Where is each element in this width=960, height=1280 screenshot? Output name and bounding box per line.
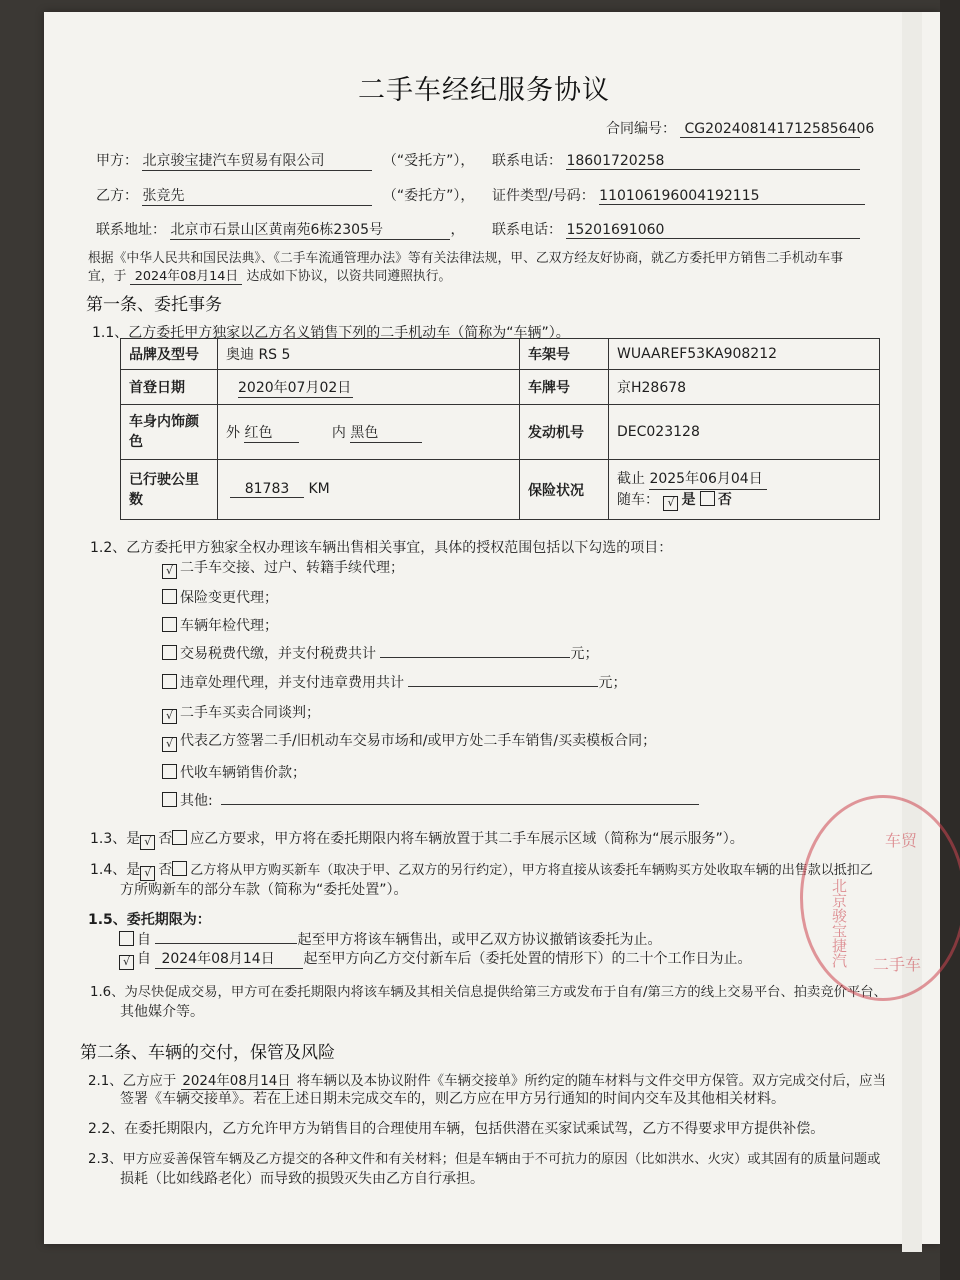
clause-2-3-line-2: 损耗（比如线路老化）而导致的损毁灭失由乙方自行承担。 (120, 1171, 484, 1187)
term-option-1-checkbox[interactable] (119, 931, 134, 946)
preamble-line-2 (88, 265, 451, 285)
term-option-1 (119, 929, 661, 949)
contract-number-row (606, 118, 875, 138)
option-row (162, 615, 278, 635)
document-title: 二手车经纪服务协议 (358, 75, 610, 106)
delivery-date: 2024年08月14日 (181, 1070, 293, 1090)
clause-2-1 (88, 1070, 886, 1090)
option-row (162, 762, 306, 782)
address-separator: ， (450, 222, 465, 238)
term-option-1-text: 起至甲方将该车辆售出，或甲乙双方协议撤销该委托为止。 (297, 932, 662, 948)
option-label: 交易税费代缴，并支付税费共计 (180, 646, 376, 662)
clause-1-4-no-label: 否 (158, 862, 173, 878)
color-cell (218, 405, 520, 460)
party-b-id-row (492, 185, 865, 205)
option-row (162, 672, 626, 692)
background-shadow (940, 0, 960, 1280)
clause-2-1-line-2: 签署《车辆交接单》。若在上述日期未完成交车的，则乙方应在甲方另行通知的时间内交车及其他相关材料。 (120, 1091, 785, 1107)
option-checkbox[interactable] (162, 764, 177, 779)
option-label: 代表乙方签署二手/旧机动车交易市场和/或甲方处二手车销售/买卖模板合同； (180, 733, 657, 749)
mileage-value: 81783 (230, 481, 304, 498)
option-row (162, 557, 404, 579)
clause-1-3-text: 应乙方要求，甲方将在委托期限内将车辆放置于其二手车展示区域（简称为“展示服务”）。 (190, 831, 744, 847)
seal-text-left: 北京骏宝捷汽 (830, 878, 848, 968)
engine-value: DEC023128 (609, 405, 880, 460)
option-label: 违章处理代理，并支付违章费用共计 (180, 675, 404, 691)
option-row (162, 587, 278, 607)
clause-1-4-no-checkbox[interactable] (172, 861, 187, 876)
option-row (162, 643, 598, 663)
contract-number-label: 合同编号： (606, 121, 676, 137)
option-checkbox[interactable] (162, 645, 177, 660)
party-a-role: （“受托方”）， (382, 153, 475, 169)
option-checkbox[interactable] (162, 674, 177, 689)
clause-2-1-text: 将车辆以及本协议附件《车辆交接单》所约定的随车材料与文件交甲方保管。双方完成交付后，应当 (296, 1074, 886, 1089)
insurance-date: 2025年06月04日 (649, 469, 767, 490)
party-b-phone-label: 联系电话： (492, 222, 562, 238)
party-b-role: （“委托方”）， (382, 188, 475, 204)
clause-1-6-line-1: 1.6、为尽快促成交易，甲方可在委托期限内将该车辆及其相关信息提供给第三方或发布于自有/第三方的线上交易平台、拍卖竞价平台、 (90, 985, 887, 1000)
tax-amount-field[interactable] (380, 643, 570, 658)
reg-date-value: 2020年07月02日 (238, 377, 353, 398)
option-row (162, 702, 320, 724)
clause-1-5-heading: 1.5、委托期限为： (88, 912, 211, 928)
term-option-2-text: 起至甲方向乙方交付新车后（委托处置的情形下）的二十个工作日为止。 (303, 951, 752, 967)
party-b-label: 乙方： (96, 188, 138, 204)
contract-number: CG2024081417125856406 (680, 121, 860, 138)
option-label: 保险变更代理； (180, 590, 278, 606)
party-b-id: 110106196004192115 (599, 188, 865, 205)
party-a-phone: 18601720258 (566, 153, 860, 170)
violation-amount-field[interactable] (408, 672, 598, 687)
option-checkbox[interactable]: √ (162, 564, 177, 579)
clause-1-3-no-label: 否 (158, 831, 173, 847)
clause-1-1: 1.1、乙方委托甲方独家以乙方名义销售下列的二手机动车（简称为“车辆”）。 (92, 325, 570, 341)
option-checkbox[interactable]: √ (162, 709, 177, 724)
option-label: 代收车辆销售价款； (180, 765, 306, 781)
option-checkbox[interactable]: √ (162, 737, 177, 752)
insurance-yes-checkbox[interactable]: √ (663, 496, 678, 511)
reg-date-cell (218, 370, 520, 405)
clause-2-2: 2.2、在委托期限内，乙方允许甲方为销售目的合理使用车辆，包括供潜在买家试乘试驾，乙方不得要求甲方提供补偿。 (88, 1121, 825, 1137)
option-checkbox[interactable] (162, 589, 177, 604)
reg-date-label: 首登日期 (121, 370, 218, 405)
insurance-no-checkbox[interactable] (700, 491, 715, 506)
clause-1-4-line-2: 方所购新车的部分车款（简称为“委托处置”）。 (120, 882, 408, 898)
term-option-2 (119, 948, 751, 970)
party-a-phone-row (492, 150, 860, 170)
option-row (162, 730, 656, 752)
seal-text-top: 车贸 (885, 831, 918, 850)
term-option-2-date: 2024年08月14日 (155, 948, 303, 969)
paper-edge (902, 12, 922, 1252)
clause-2-3-line-1: 2.3、甲方应妥善保管车辆及乙方提交的各种文件和有关材料；但是车辆由于不可抗力的原因（比如洪水、火灾）或其固有的质量问题或 (88, 1152, 881, 1167)
section-1-heading: 第一条、委托事务 (86, 295, 222, 315)
insurance-follow-label: 随车： (617, 491, 659, 508)
party-a-name: 北京骏宝捷汽车贸易有限公司 (142, 150, 372, 171)
preamble-suffix: 达成如下协议，以资共同遵照执行。 (246, 269, 452, 284)
interior-color: 黑色 (350, 422, 422, 443)
table-row (121, 405, 880, 460)
clause-1-2: 1.2、乙方委托甲方独家全权办理该车辆出售相关事宜，具体的授权范围包括以下勾选的项目： (90, 540, 673, 556)
vin-label: 车架号 (520, 339, 609, 370)
exterior-color: 红色 (244, 422, 299, 443)
term-option-1-date[interactable] (155, 929, 297, 944)
clause-1-4 (90, 859, 873, 881)
mileage-unit: KM (308, 481, 330, 497)
clause-1-3-yes-checkbox[interactable]: √ (140, 835, 155, 850)
clause-1-4-yes-checkbox[interactable]: √ (140, 866, 155, 881)
party-a-row (96, 150, 474, 171)
insurance-no-label: 否 (717, 491, 732, 508)
interior-prefix: 内 (331, 424, 346, 441)
clause-1-6-line-2: 其他媒介等。 (120, 1004, 204, 1020)
address-row (96, 219, 464, 240)
color-label: 车身内饰颜色 (121, 405, 218, 460)
option-suffix: 元； (570, 646, 599, 662)
other-field[interactable] (221, 790, 699, 805)
engine-label: 发动机号 (520, 405, 609, 460)
plate-value: 京H28678 (609, 370, 880, 405)
option-label: 其他: (180, 793, 213, 809)
clause-1-3 (90, 828, 744, 850)
table-row (121, 370, 880, 405)
brand-value: 奥迪 RS 5 (218, 339, 520, 370)
clause-2-1-prefix: 2.1、乙方应于 (88, 1074, 177, 1089)
insurance-label: 保险状况 (520, 460, 609, 520)
exterior-prefix: 外 (226, 424, 240, 441)
preamble-prefix: 宜，于 (88, 269, 127, 284)
clause-1-4-yes-label: 1.4、是 (90, 862, 141, 878)
address-value: 北京市石景山区黄南苑6栋2305号 (170, 219, 450, 240)
preamble-line-1: 根据《中华人民共和国民法典》、《二手车流通管理办法》等有关法律法规，甲、乙双方经友好协商，就乙方委托甲方销售二手机动车事 (88, 251, 844, 266)
option-label: 车辆年检代理； (180, 618, 278, 634)
clause-1-3-yes-label: 1.3、是 (90, 831, 141, 847)
clause-1-3-no-checkbox[interactable] (172, 830, 187, 845)
seal-text-bottom: 二手车 (873, 955, 922, 974)
brand-label: 品牌及型号 (121, 339, 218, 370)
term-option-2-checkbox[interactable]: √ (119, 955, 134, 970)
address-label: 联系地址： (96, 222, 166, 238)
party-b-phone-row (492, 219, 860, 239)
insurance-yes-label: 是 (681, 491, 696, 508)
mileage-label: 已行驶公里数 (121, 460, 218, 520)
plate-label: 车牌号 (520, 370, 609, 405)
party-b-phone: 15201691060 (566, 222, 860, 239)
table-row (121, 460, 880, 520)
party-b-id-label: 证件类型/号码： (492, 188, 595, 204)
section-2-heading: 第二条、车辆的交付，保管及风险 (80, 1043, 335, 1063)
clause-1-4-line-1: 乙方将从甲方购买新车（取决于甲、乙双方的另行约定），甲方将直接从该委托车辆购买方处收取车辆的出售款以抵扣乙 (190, 863, 873, 878)
term-option-2-prefix: 自 (137, 951, 151, 967)
vehicle-table (120, 338, 880, 520)
agreement-date: 2024年08月14日 (130, 265, 242, 285)
vin-value: WUAAREF53KA908212 (609, 339, 880, 370)
party-b-row (96, 185, 474, 206)
mileage-cell (218, 460, 520, 520)
option-checkbox[interactable] (162, 792, 177, 807)
insurance-prefix: 截止 (617, 470, 645, 487)
company-seal (800, 795, 960, 1001)
option-label: 二手车交接、过户、转籍手续代理； (180, 560, 404, 576)
party-a-phone-label: 联系电话： (492, 153, 562, 169)
party-a-label: 甲方： (96, 153, 138, 169)
option-label: 二手车买卖合同谈判； (180, 705, 320, 721)
insurance-cell (609, 460, 880, 520)
table-row (121, 339, 880, 370)
option-checkbox[interactable] (162, 617, 177, 632)
party-b-name: 张竞先 (142, 185, 372, 206)
option-row (162, 790, 699, 810)
option-suffix: 元； (598, 675, 627, 691)
term-option-1-prefix: 自 (137, 932, 151, 948)
